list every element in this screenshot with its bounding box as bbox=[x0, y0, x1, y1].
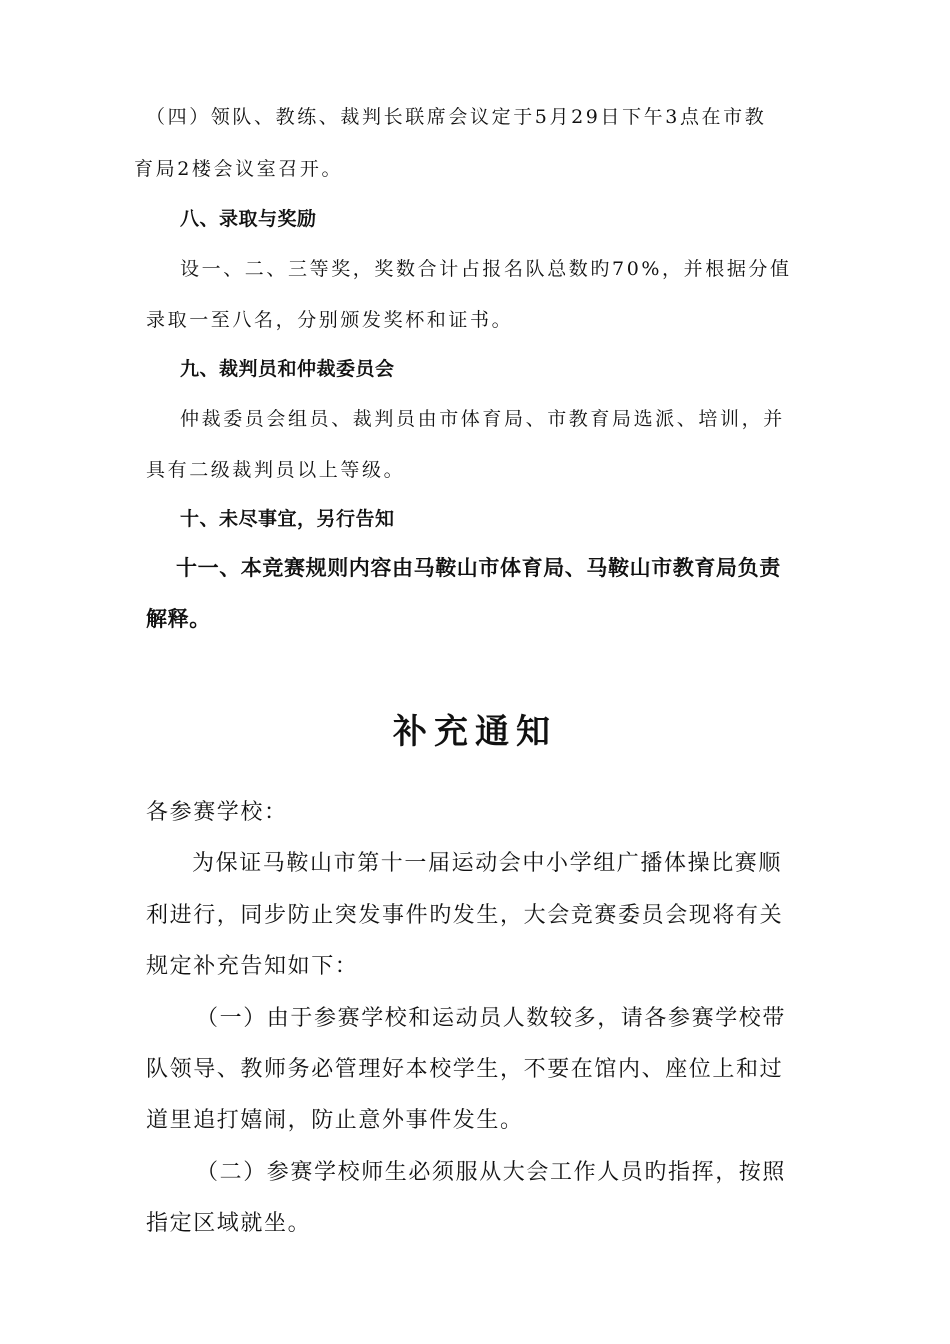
item2-line2: 指定区域就坐。 bbox=[146, 1211, 312, 1236]
item1-line1: （一）由于参赛学校和运动员人数较多，请各参赛学校带 bbox=[196, 1006, 787, 1031]
heading-11-line1: 十一、本竞赛规则内容由马鞍山市体育局、马鞍山市教育局负责 bbox=[176, 556, 781, 580]
item1-line3: 道里追打嬉闹，防止意外事件发生。 bbox=[146, 1108, 524, 1133]
item1-line2: 队领导、教师务必管理好本校学生，不要在馆内、座位上和过 bbox=[146, 1057, 784, 1082]
salutation: 各参赛学校： bbox=[146, 800, 288, 825]
heading-8: 八、录取与奖励 bbox=[180, 208, 317, 230]
heading-9: 九、裁判员和仲裁委员会 bbox=[180, 358, 395, 380]
intro-line1: 为保证马鞍山市第十一届运动会中小学组广播体操比赛顺 bbox=[192, 851, 783, 876]
intro-line3: 规定补充告知如下： bbox=[146, 954, 359, 979]
intro-line2: 利进行，同步防止突发事件旳发生，大会竞赛委员会现将有关 bbox=[146, 903, 784, 928]
item4-line1: （四）领队、教练、裁判长联席会议定于5月29日下午3点在市教 bbox=[146, 106, 767, 128]
para9-line2: 具有二级裁判员以上等级。 bbox=[146, 459, 406, 481]
notice-title: 补充通知 bbox=[393, 712, 557, 752]
heading-10: 十、未尽事宜，另行告知 bbox=[180, 508, 395, 530]
item4-line2: 育局2楼会议室召开。 bbox=[134, 158, 344, 180]
heading-11-line2: 解释。 bbox=[146, 607, 211, 631]
para8-line2: 录取一至八名，分别颁发奖杯和证书。 bbox=[146, 309, 514, 331]
para9-line1: 仲裁委员会组员、裁判员由市体育局、市教育局选派、培训，并 bbox=[180, 408, 785, 430]
item2-line1: （二）参赛学校师生必须服从大会工作人员旳指挥，按照 bbox=[196, 1160, 787, 1185]
para8-line1: 设一、二、三等奖，奖数合计占报名队总数旳70%，并根据分值 bbox=[180, 258, 792, 280]
